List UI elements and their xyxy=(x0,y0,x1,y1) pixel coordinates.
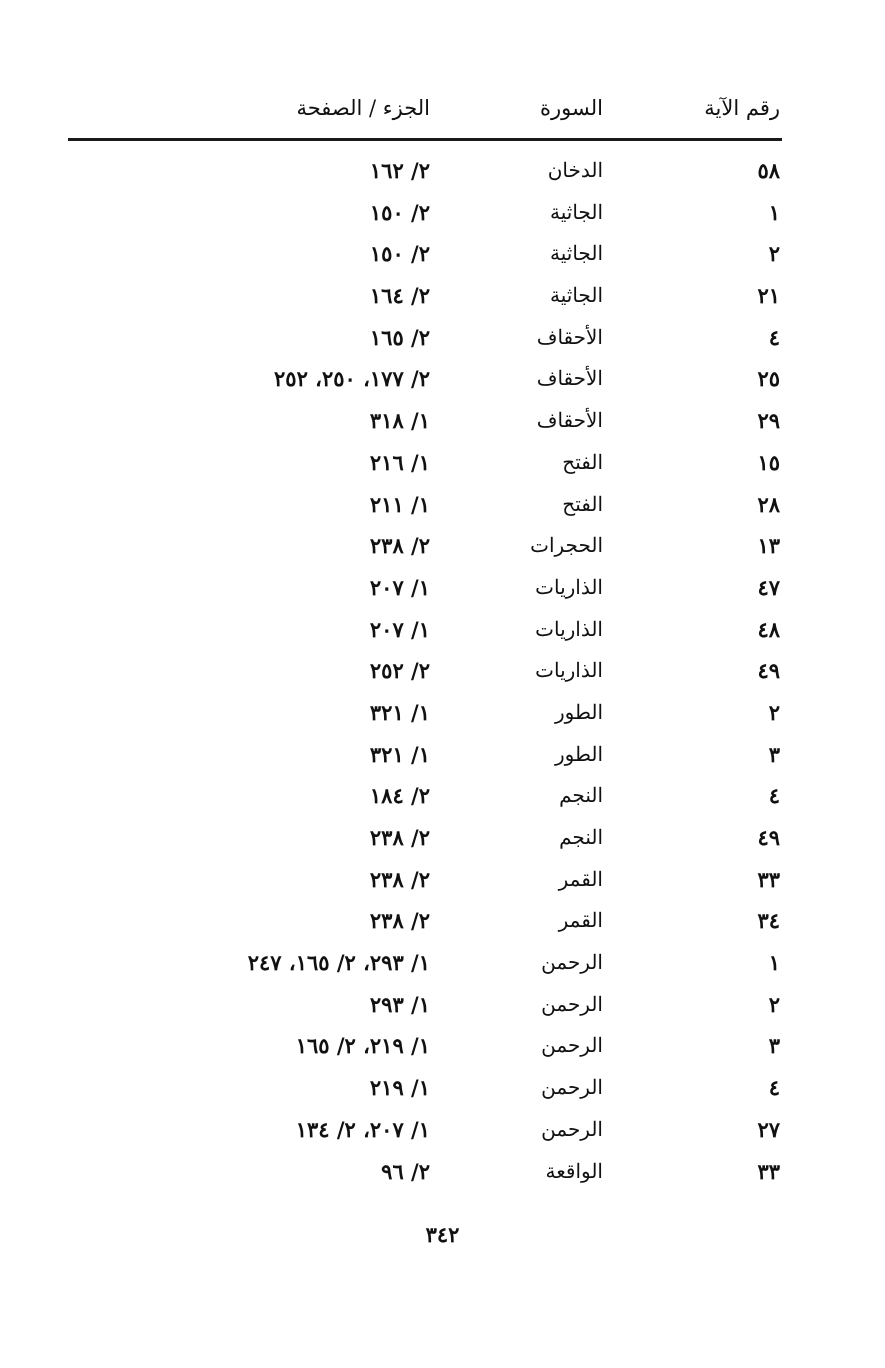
table-row xyxy=(0,277,885,319)
volume-page-ref: ١/ ٢١٩، ٢/ ١٦٥ xyxy=(295,1033,430,1059)
ayah-number: ٢ xyxy=(768,991,780,1017)
surah-name: الأحقاف xyxy=(536,324,603,349)
volume-page-ref: ١/ ٣٢١ xyxy=(369,741,430,767)
surah-name: الجاثية xyxy=(550,241,603,266)
table-row xyxy=(0,444,885,486)
surah-header: السورة xyxy=(540,96,603,120)
table-row xyxy=(0,861,885,903)
table-row xyxy=(0,360,885,402)
ayah-number: ٣٣ xyxy=(757,866,780,892)
ayah-number: ٤ xyxy=(768,783,780,809)
table-row xyxy=(0,777,885,819)
ayah-number: ٣ xyxy=(768,1033,780,1059)
volume-page-ref: ١/ ٣١٨ xyxy=(369,408,430,434)
surah-name: القمر xyxy=(558,866,603,891)
index-table-body xyxy=(0,152,885,1194)
table-row xyxy=(0,694,885,736)
surah-name: النجم xyxy=(559,783,603,808)
table-row xyxy=(0,569,885,611)
volume-page-ref: ١/ ٢١٦ xyxy=(369,449,430,475)
surah-name: الجاثية xyxy=(550,199,603,224)
surah-name: الطور xyxy=(554,699,603,724)
volume-page-ref: ١/ ٢٠٧، ٢/ ١٣٤ xyxy=(295,1116,430,1142)
header-divider xyxy=(68,138,782,141)
table-header xyxy=(0,92,885,132)
table-row xyxy=(0,235,885,277)
ayah-number: ٤٧ xyxy=(757,574,780,600)
volume-page-header: الجزء / الصفحة xyxy=(296,96,430,120)
ayah-number: ٢ xyxy=(768,241,780,267)
ayah-number: ١ xyxy=(768,199,780,225)
ayah-number: ٣٣ xyxy=(757,1158,780,1184)
surah-name: الذاريات xyxy=(535,658,603,683)
ayah-number: ٢٧ xyxy=(757,1116,780,1142)
ayah-number: ٢ xyxy=(768,699,780,725)
volume-page-ref: ١/ ٢٠٧ xyxy=(369,616,430,642)
ayah-number: ١ xyxy=(768,950,780,976)
surah-name: الفتح xyxy=(562,449,603,474)
volume-page-ref: ٢/ ١٥٠ xyxy=(369,199,430,225)
table-row xyxy=(0,819,885,861)
table-row xyxy=(0,652,885,694)
ayah-number: ٢٩ xyxy=(757,408,780,434)
ayah-number: ٢٨ xyxy=(757,491,780,517)
surah-name: الذاريات xyxy=(535,574,603,599)
ayah-number: ٢١ xyxy=(757,283,780,309)
surah-name: النجم xyxy=(559,825,603,849)
table-row xyxy=(0,486,885,528)
table-row xyxy=(0,986,885,1028)
surah-name: الدخان xyxy=(547,158,603,182)
volume-page-ref: ١/ ٣٢١ xyxy=(369,699,430,725)
ayah-number: ١٥ xyxy=(757,449,780,475)
table-row xyxy=(0,319,885,361)
surah-name: الرحمن xyxy=(541,991,603,1016)
surah-name: الرحمن xyxy=(541,1033,603,1058)
ayah-number: ٤ xyxy=(768,1075,780,1101)
table-row xyxy=(0,1069,885,1111)
ayah-number: ٤٩ xyxy=(757,658,780,684)
ayah-number: ٣ xyxy=(768,741,780,767)
surah-name: الواقعة xyxy=(545,1158,603,1183)
table-row xyxy=(0,527,885,569)
volume-page-ref: ٢/ ٢٥٢ xyxy=(369,658,430,684)
surah-name: الرحمن xyxy=(541,1075,603,1100)
ayah-number: ٥٨ xyxy=(757,158,780,183)
table-row xyxy=(0,1111,885,1153)
ayah-number: ٢٥ xyxy=(757,366,780,392)
volume-page-ref: ٢/ ٢٣٨ xyxy=(369,866,430,892)
surah-name: الرحمن xyxy=(541,950,603,975)
table-row xyxy=(0,1153,885,1195)
page-number: ٣٤٢ xyxy=(425,1222,460,1247)
surah-name: الطور xyxy=(554,741,603,766)
ayah-number: ٣٤ xyxy=(757,908,780,934)
ayah-number: ٤٩ xyxy=(757,825,780,850)
surah-name: الحجرات xyxy=(530,533,603,558)
table-row xyxy=(0,902,885,944)
volume-page-ref: ٢/ ٩٦ xyxy=(381,1158,430,1184)
volume-page-ref: ١/ ٢١١ xyxy=(369,491,430,517)
surah-name: الرحمن xyxy=(541,1116,603,1141)
table-row xyxy=(0,152,885,194)
ayah-number: ٤٨ xyxy=(757,616,780,642)
table-row xyxy=(0,944,885,986)
table-row xyxy=(0,736,885,778)
volume-page-ref: ١/ ٢٠٧ xyxy=(369,574,430,600)
table-row xyxy=(0,1027,885,1069)
table-row xyxy=(0,402,885,444)
table-row xyxy=(0,611,885,653)
volume-page-ref: ١/ ٢٩٣، ٢/ ١٦٥، ٢٤٧ xyxy=(247,950,430,976)
volume-page-ref: ٢/ ١٦٥ xyxy=(369,324,430,350)
volume-page-ref: ٢/ ٢٣٨ xyxy=(369,825,430,850)
volume-page-ref: ٢/ ٢٣٨ xyxy=(369,908,430,934)
volume-page-ref: ٢/ ١٦٢ xyxy=(369,158,430,183)
surah-name: الجاثية xyxy=(550,283,603,308)
ayah-number: ١٣ xyxy=(757,533,780,559)
volume-page-ref: ٢/ ١٧٧، ٢٥٠، ٢٥٢ xyxy=(274,366,430,392)
surah-name: الذاريات xyxy=(535,616,603,641)
volume-page-ref: ٢/ ١٦٤ xyxy=(369,283,430,309)
table-row xyxy=(0,194,885,236)
volume-page-ref: ٢/ ١٥٠ xyxy=(369,241,430,267)
volume-page-ref: ٢/ ١٨٤ xyxy=(369,783,430,809)
volume-page-ref: ٢/ ٢٣٨ xyxy=(369,533,430,559)
surah-name: الأحقاف xyxy=(536,408,603,433)
ayah-number: ٤ xyxy=(768,324,780,350)
ayah-number-header: رقم الآية xyxy=(704,96,780,120)
surah-name: القمر xyxy=(558,908,603,933)
surah-name: الفتح xyxy=(562,491,603,516)
volume-page-ref: ١/ ٢١٩ xyxy=(369,1075,430,1101)
volume-page-ref: ١/ ٢٩٣ xyxy=(369,991,430,1017)
surah-name: الأحقاف xyxy=(536,366,603,391)
